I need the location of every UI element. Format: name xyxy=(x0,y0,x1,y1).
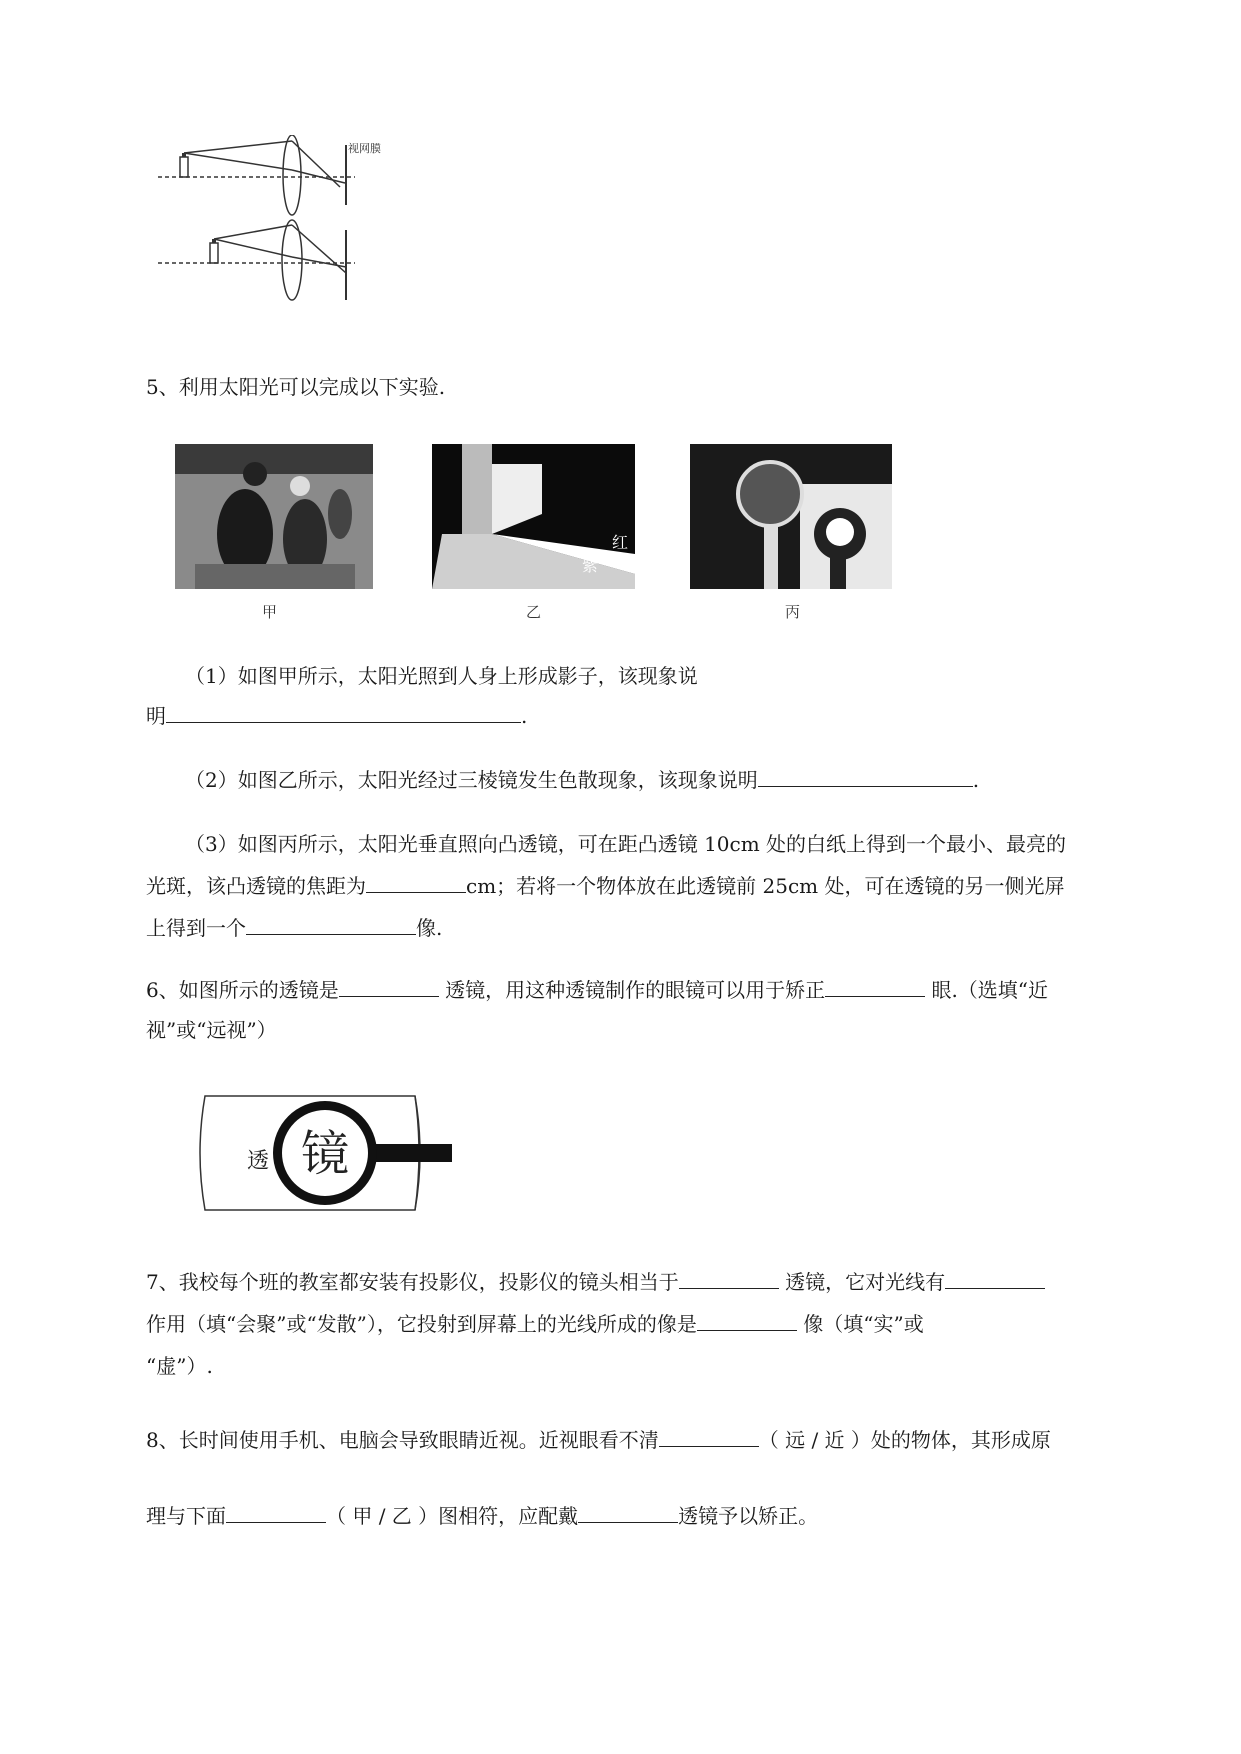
q8-line1 xyxy=(146,1426,1051,1454)
q6-text-3: 眼.（选填“近 xyxy=(925,978,1049,1002)
q7-text-1: 7、我校每个班的教室都安装有投影仪，投影仪的镜头相当于 xyxy=(146,1270,679,1294)
diagram-lower xyxy=(158,220,355,300)
q5-part3-object-text: cm；若将一个物体放在此透镜前 25cm 处，可在透镜的另一侧光屏 xyxy=(466,874,1065,898)
q5-part3-focal-text: 光斑，该凸透镜的焦距为 xyxy=(146,874,366,898)
q8-text-2: （ 远 / 近 ）处的物体，其形成原 xyxy=(758,1428,1051,1452)
answer-blank-q6-lens[interactable] xyxy=(339,976,439,997)
q5-part2-end: . xyxy=(972,768,980,792)
fig-text-tou: 透 xyxy=(247,1149,270,1174)
q5-part3-line2 xyxy=(146,872,1065,900)
photo-jia-shadow xyxy=(175,444,373,589)
answer-blank-q7-image[interactable] xyxy=(697,1310,797,1331)
caption-bing: 丙 xyxy=(785,603,801,621)
answer-blank-q7-lens[interactable] xyxy=(679,1268,779,1289)
answer-blank-q8-distance[interactable] xyxy=(659,1426,759,1447)
answer-blank-q6-eye[interactable] xyxy=(825,976,925,997)
caption-jia: 甲 xyxy=(262,603,278,621)
shadow-photo-art xyxy=(175,444,373,589)
photo-yi-dispersion xyxy=(432,444,635,589)
answer-blank-q5-2[interactable] xyxy=(758,766,973,787)
prism-photo-art xyxy=(432,444,635,589)
answer-blank-q5-image[interactable] xyxy=(246,914,416,935)
q8-text-5: 透镜予以矫正。 xyxy=(678,1504,819,1528)
q8-text-4: （ 甲 / 乙 ）图相符，应配戴 xyxy=(326,1504,579,1528)
diagram-upper xyxy=(158,135,381,215)
q5-title: 5、利用太阳光可以完成以下实验. xyxy=(146,375,446,399)
q8-text-3: 理与下面 xyxy=(146,1504,226,1528)
q5-part2-text: （2）如图乙所示，太阳光经过三棱镜发生色散现象，该现象说明 xyxy=(185,768,758,792)
retina-label: 视网膜 xyxy=(348,142,381,155)
answer-blank-q8-lens[interactable] xyxy=(578,1502,678,1523)
q5-part1-line1: （1）如图甲所示，太阳光照到人身上形成影子，该现象说 xyxy=(185,664,698,688)
magnifier-figure xyxy=(195,1088,465,1218)
q7-text-2: 透镜，它对光线有 xyxy=(778,1270,946,1294)
q7-text-4: 像（填“实”或 xyxy=(796,1312,924,1336)
label-red: 红 xyxy=(612,533,629,552)
q5-part3-line1: （3）如图丙所示，太阳光垂直照向凸透镜，可在距凸透镜 10cm 处的白纸上得到一个最小、最亮的 xyxy=(185,832,1067,856)
q7-line2 xyxy=(146,1310,924,1338)
q8-text-1: 8、长时间使用手机、电脑会导致眼睛近视。近视眼看不清 xyxy=(146,1428,659,1452)
q6-line2: 视”或“远视”） xyxy=(146,1018,277,1042)
q6-text-1: 6、如图所示的透镜是 xyxy=(146,978,339,1002)
q7-line3: “虚”）. xyxy=(146,1354,213,1378)
answer-blank-q5-1[interactable] xyxy=(166,702,521,723)
answer-blank-q8-figure[interactable] xyxy=(226,1502,326,1523)
label-violet: 紫 xyxy=(582,556,599,575)
q6-line1 xyxy=(146,976,1048,1004)
q7-text-3: 作用（填“会聚”或“发散”），它投射到屏幕上的光线所成的像是 xyxy=(146,1312,697,1336)
fig-text-jing: 镜 xyxy=(300,1126,350,1182)
q7-line1 xyxy=(146,1268,1045,1296)
q5-part3-line3 xyxy=(146,914,442,942)
q5-part1-end: . xyxy=(521,704,528,728)
eye-optics-diagram xyxy=(150,135,410,335)
photo-bing-convex-lens xyxy=(690,444,892,589)
answer-blank-q7-effect[interactable] xyxy=(945,1268,1045,1289)
lens-photo-art xyxy=(690,444,892,589)
q5-part3-image-text: 上得到一个 xyxy=(146,916,246,940)
caption-yi: 乙 xyxy=(526,603,542,621)
q5-part1-prefix: 明 xyxy=(146,704,166,728)
q5-part2-line xyxy=(185,766,979,794)
q5-part3-end: 像. xyxy=(416,916,443,940)
q5-part1-line2 xyxy=(146,702,527,730)
answer-blank-q5-focal[interactable] xyxy=(366,872,466,893)
q8-line2 xyxy=(146,1502,818,1530)
q6-text-2: 透镜，用这种透镜制作的眼镜可以用于矫正 xyxy=(438,978,826,1002)
